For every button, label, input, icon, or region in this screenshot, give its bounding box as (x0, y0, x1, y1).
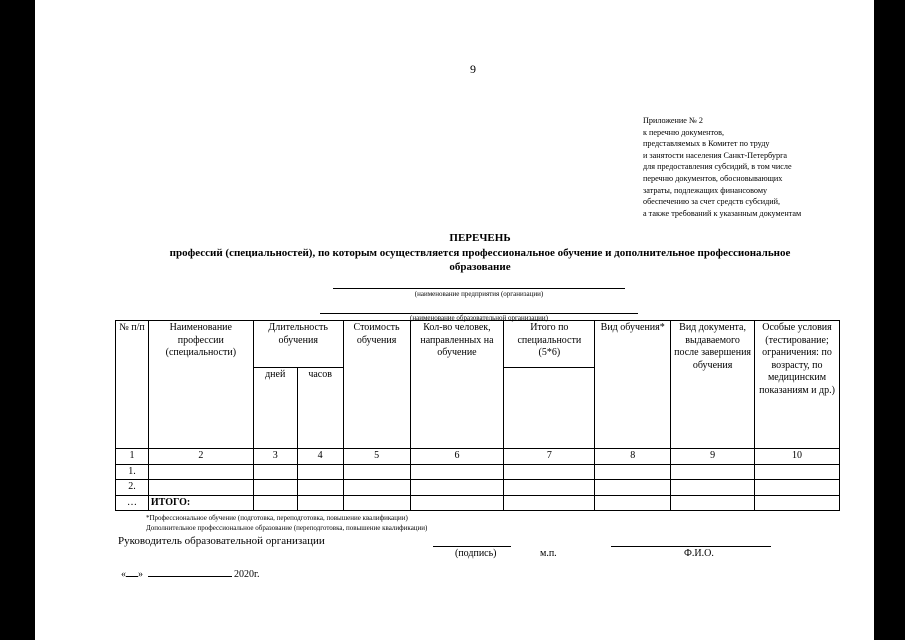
header-doc: Вид документа, выдаваемого после завершения обучения (671, 321, 755, 449)
annex-line: Приложение № 2 (643, 116, 703, 125)
annex-line: а также требований к указанным документам (643, 208, 802, 218)
table-row (116, 464, 840, 480)
date-year: 2020г. (234, 569, 260, 580)
document-title: ПЕРЕЧЕНЬ (449, 232, 511, 244)
fio-line (611, 546, 771, 547)
column-number: 9 (671, 449, 755, 465)
header-days: дней (253, 368, 297, 449)
annex-line: и занятости населения Санкт-Петербурга (643, 150, 788, 160)
annex-line: представляемых в Комитет по труду (643, 139, 770, 149)
header-count: Кол-во человек, направленных на обучение (410, 321, 504, 449)
signature-label: Руководитель образовательной организации (118, 535, 325, 547)
header-total: Итого по специальности (5*6) (504, 321, 595, 368)
header-total-blank (504, 368, 595, 449)
table-row (116, 480, 840, 496)
signature-line (433, 546, 511, 547)
annex-block (643, 115, 853, 219)
annex-line: перечню документов, обосновывающих (643, 173, 783, 183)
enterprise-line (333, 288, 625, 289)
header-duration: Длительность обучения (253, 321, 343, 368)
right-scan-border (874, 0, 905, 640)
document-subtitle: профессий (специальностей), по которым осуществляется профессиональное обучение и дополнительное профессиональное образование (169, 247, 791, 273)
fio-caption: Ф.И.О. (684, 548, 714, 559)
column-number: 2 (148, 449, 253, 465)
column-number: 5 (343, 449, 410, 465)
signature-caption: (подпись) (455, 548, 497, 559)
professions-table (115, 320, 840, 511)
header-type: Вид обучения* (595, 321, 671, 449)
date-month-blank (148, 568, 232, 577)
enterprise-caption: (наименование предприятия (организации) (414, 290, 544, 298)
column-number: 10 (755, 449, 840, 465)
column-number: 1 (116, 449, 149, 465)
column-number: 4 (297, 449, 343, 465)
date-line (121, 568, 259, 580)
date-day-blank (126, 568, 138, 577)
row-number: … (116, 495, 149, 511)
edu-org-caption: (наименование образовательной организации) (410, 314, 548, 322)
column-number: 6 (410, 449, 504, 465)
annex-line: для предоставления субсидий, в том числе (643, 162, 792, 172)
stamp-caption: м.п. (540, 548, 557, 559)
total-label: ИТОГО: (148, 495, 253, 511)
header-hours: часов (297, 368, 343, 449)
footnote-2: Дополнительное профессиональное образование (переподготовка, повышение квалификации) (146, 524, 428, 532)
column-number: 7 (504, 449, 595, 465)
date-open-quote: « (121, 569, 126, 580)
header-num: № п/п (116, 321, 149, 449)
column-number: 3 (253, 449, 297, 465)
left-scan-border (0, 0, 35, 640)
header-conditions: Особые условия (тестирование; ограничения: по возрасту, по медицинским показаниям и др.) (755, 321, 840, 449)
total-row (116, 495, 840, 511)
annex-line: обеспечению за счет средств субсидий, (643, 197, 781, 207)
annex-line: затраты, подлежащих финансовому (643, 185, 768, 195)
header-name: Наименование профессии (специальности) (148, 321, 253, 449)
row-number: 1. (116, 464, 149, 480)
column-number-row (116, 449, 840, 465)
column-number: 8 (595, 449, 671, 465)
page-number: 9 (470, 62, 476, 76)
header-cost: Стоимость обучения (343, 321, 410, 449)
annex-line: к перечню документов, (643, 127, 725, 137)
footnote-1: *Профессиональное обучение (подготовка, переподготовка, повышение квалификации) (146, 514, 408, 522)
date-close-quote: » (138, 569, 143, 580)
row-number: 2. (116, 480, 149, 496)
